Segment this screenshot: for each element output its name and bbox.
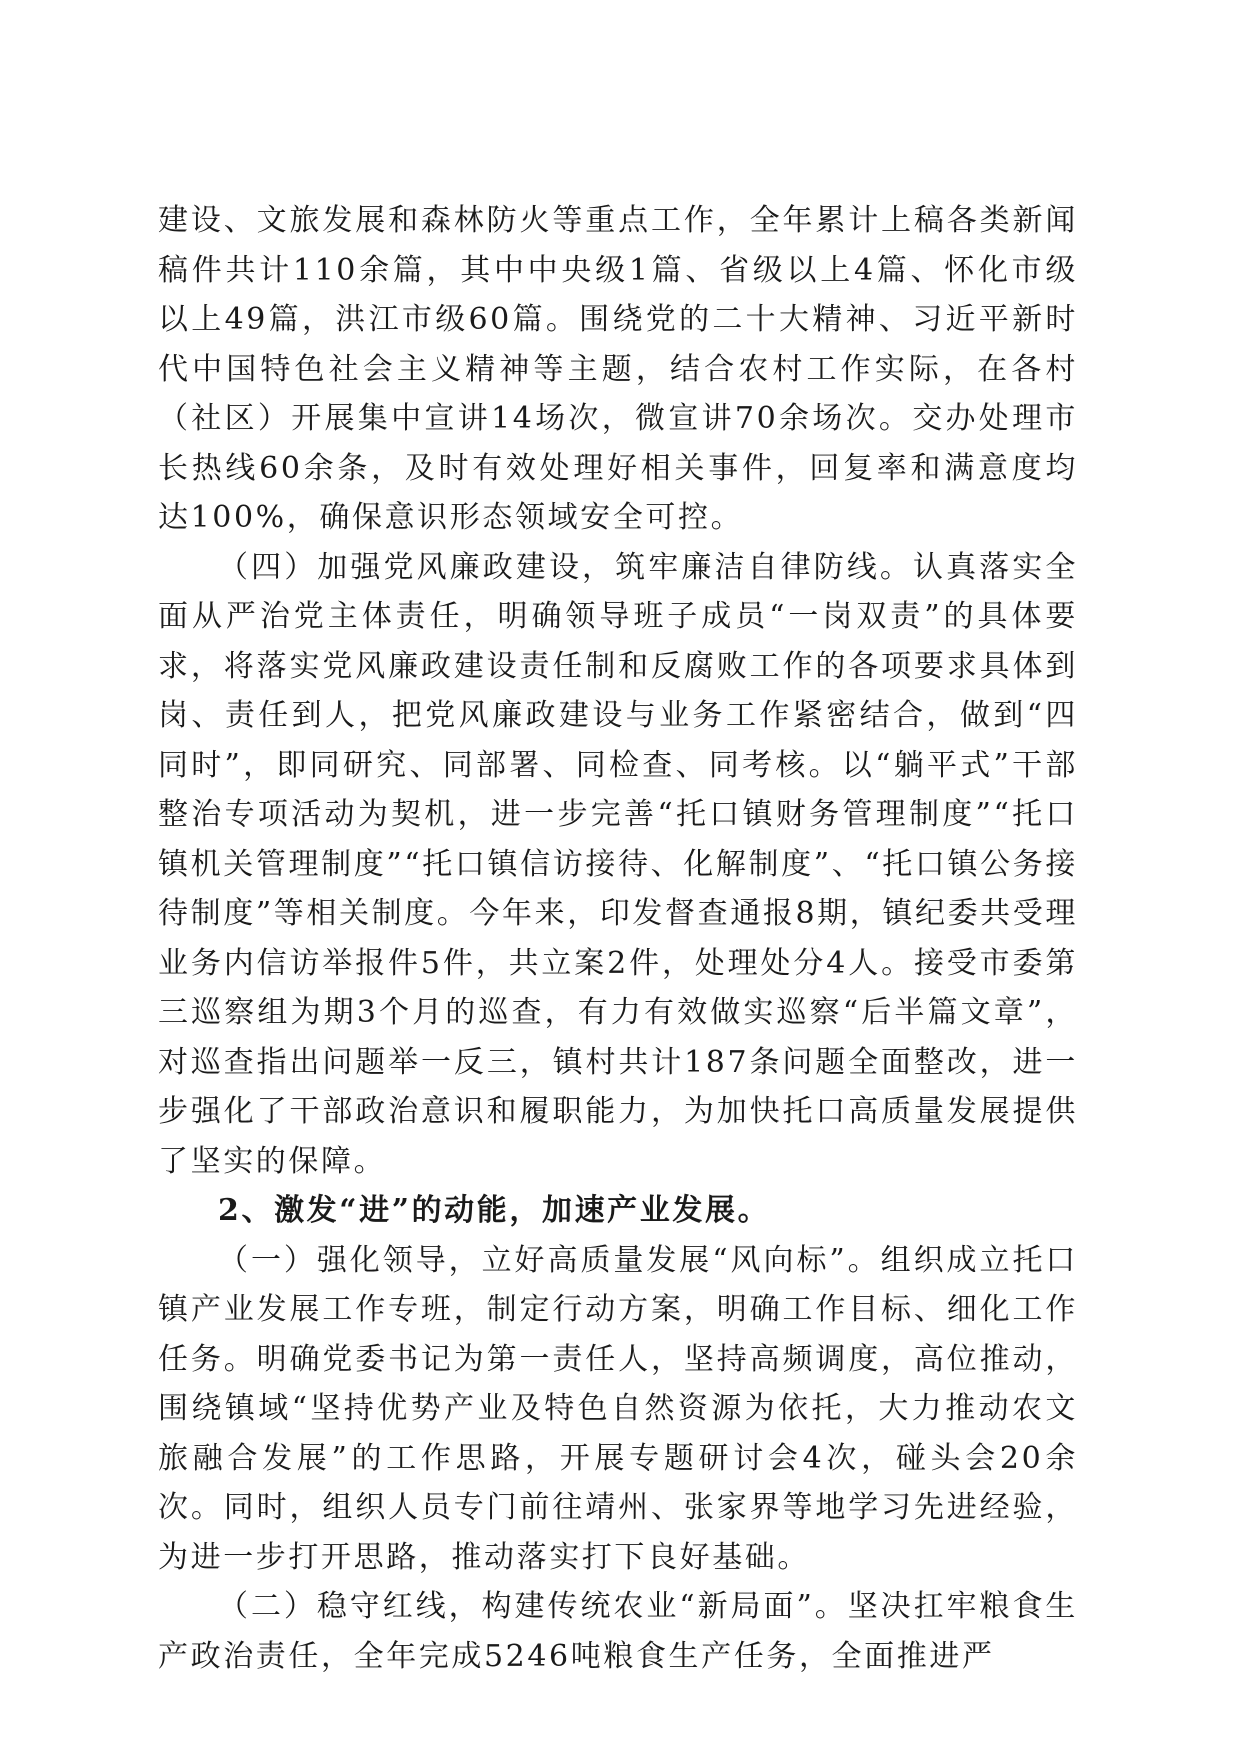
subsection-lead: （一）强化领导，立好高质量发展“风向标”。 xyxy=(218,1242,881,1278)
paragraph-agriculture xyxy=(158,1582,1078,1681)
subsection-lead: （二）稳守红线，构建传统农业“新局面”。 xyxy=(218,1589,848,1624)
paragraph-ideology-work xyxy=(158,196,1078,543)
paragraph-leadership xyxy=(158,1236,1078,1583)
subsection-lead: （四）加强党风廉政建设，筑牢廉洁自律防线。 xyxy=(218,549,914,585)
paragraph-party-integrity xyxy=(158,543,1078,1187)
paragraph-text: 认真落实全面从严治党主体责任，明确领导班子成员“一岗双责”的具体要求，将落实党风廉政建设责任制和反腐败工作的各项要求具体到岗、责任到人，把党风廉政建设与业务工作紧密结合，做到“四同时”，即同研究、同部署、同检查、同考核。以“躺平式”干部整治专项活动为契机，进一步完善“托口镇财务管理制度”“托口镇机关管理制度”“托口镇信访接待、化解制度”、“托口镇公务接待制度”等相关制度。今年来，印发督查通报8期，镇纪委共受理业务内信访举报件5件，共立案2件，处理处分4人。接受市委第三巡察组为期3个月的巡查，有力有效做实巡察“后半篇文章”，对巡查指出问题举一反三，镇村共计187条问题全面整改，进一步强化了干部政治意识和履职能力，为加快托口高质量发展提供了坚实的保障。 xyxy=(158,549,1078,1179)
paragraph-text: 坚决扛牢粮食生产政治责任，全年完成5246吨粮食生产任务，全面推进严 xyxy=(158,1589,1078,1674)
section-heading-industry xyxy=(158,1186,1078,1236)
document-body xyxy=(158,196,1078,1681)
section-heading-text: 2、激发“进”的动能，加速产业发展。 xyxy=(218,1193,771,1228)
paragraph-text: 建设、文旅发展和森林防火等重点工作，全年累计上稿各类新闻稿件共计110余篇，其中中央级1篇、省级以上4篇、怀化市级以上49篇，洪江市级60篇。围绕党的二十大精神、习近平新时代中国特色社会主义精神等主题，结合农村工作实际，在各村（社区）开展集中宣讲14场次，微宣讲70余场次。交办处理市长热线60余条，及时有效处理好相关事件，回复率和满意度均达100%，确保意识形态领域安全可控。 xyxy=(158,203,1078,535)
paragraph-text: 组织成立托口镇产业发展工作专班，制定行动方案，明确工作目标、细化工作任务。明确党委书记为第一责任人，坚持高频调度，高位推动，围绕镇域“坚持优势产业及特色自然资源为依托，大力推动农文旅融合发展”的工作思路，开展专题研讨会4次，碰头会20余次。同时，组织人员专门前往靖州、张家界等地学习先进经验，为进一步打开思路，推动落实打下良好基础。 xyxy=(158,1242,1078,1575)
